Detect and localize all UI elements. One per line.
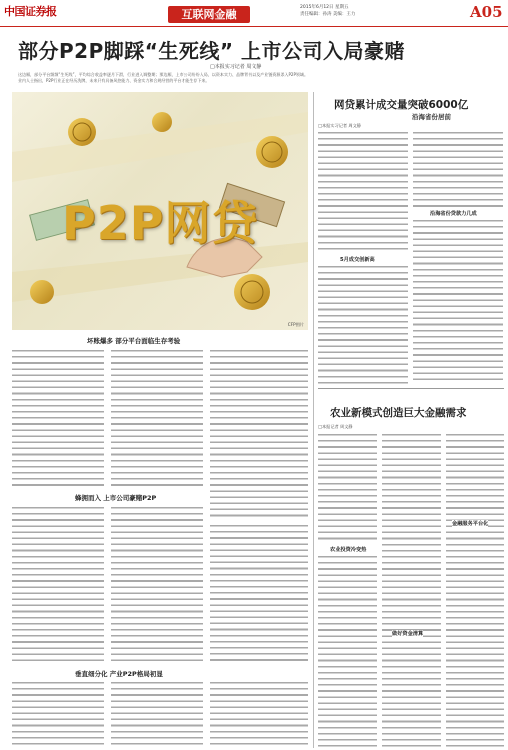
right-top-col2a [413,130,503,210]
right-bottom-sub1: 农业投资冷变热 [330,547,367,553]
newspaper-logo: 中国证券报 [4,5,57,18]
body-text-col1b [12,505,104,665]
header-divider [0,26,508,27]
right-bottom-sub2: 做好资金清算 [392,631,424,637]
right-bottom-sub3: 金融服务平台化 [452,521,489,527]
right-top-byline: □本报实习记者 周文静 [318,123,361,128]
body-text-col1a [12,348,104,488]
p2p-illustration [12,92,308,330]
right-bottom-headline: 农业新模式创造巨大金融需求 [330,407,467,419]
issue-date: 2015年6月12日 星期五 [300,5,349,10]
right-section-rule [318,388,504,389]
editor-line: 责任编辑：孙涛 美编：王力 [300,12,356,17]
right-top-col1a [318,130,408,254]
body-text-col3b [210,523,308,665]
right-bottom-byline: □本报记者 周文静 [318,424,353,429]
right-top-sub2: 沿海省份贷款力几成 [430,211,477,217]
right-top-subtitle: 沿海省份居前 [412,113,451,121]
right-bottom-col2 [382,432,441,748]
body-text-col2c [111,680,203,748]
right-bottom-col3 [446,432,504,748]
column-divider [313,92,314,748]
page-number: A05 [470,3,503,21]
right-top-headline: 网贷累计成交量突破6000亿 [334,99,469,111]
body-text-col3c [210,680,308,748]
p2p-graphic-text: P2P网贷 [62,196,259,250]
right-top-col1b [318,264,408,384]
body-text-col2b [111,505,203,665]
right-top-sub1: 5月成交创新高 [340,257,375,263]
lead-byline: □本报实习记者 周文静 [210,64,262,70]
subhead-vertical: 垂直细分化 产业P2P格局初显 [75,670,163,678]
right-top-col2b [413,218,503,384]
right-bottom-col1a [318,432,377,542]
body-text-col2a [111,348,203,488]
section-tag: 互联网金融 [168,6,250,23]
body-text-col1c [12,680,104,748]
image-credit: CFP图片 [287,322,304,327]
body-text-col3a [210,348,308,518]
subhead-bad-debt: 坏账爆多 部分平台面临生存考验 [87,337,181,345]
lead-headline: 部分P2P脚踩“生死线” 上市公司入局豪赌 [18,39,405,63]
right-bottom-col1b [318,554,377,748]
subhead-listed-companies: 蜂拥而入 上市公司豪赌P2P [75,494,157,502]
lead-intro: 这边厢，部分平台频频“生死线”，平均综合收益率逐月下滑，行业进入调整期；那边厢，上市公司纷纷入局，以资本实力、品牌背书以及产业链资源杀入P2P领域。业内人士指出，P2P行业正在经历洗牌，未来只有具备风控能力、资金实力和合规经营的平台才能生存下来。 [18,72,308,84]
